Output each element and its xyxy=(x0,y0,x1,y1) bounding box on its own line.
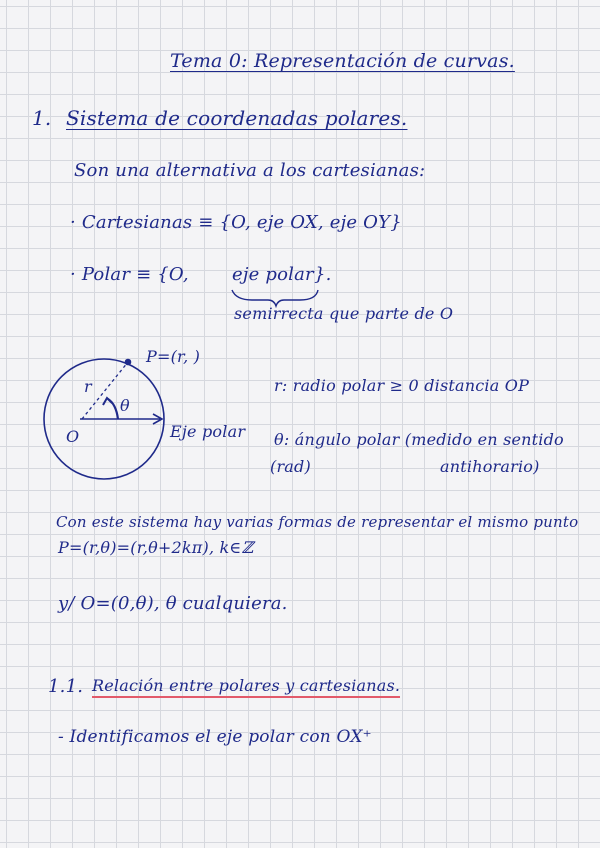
origin-equation: y/ O=(0,θ), θ cualquiera. xyxy=(58,593,288,614)
def-theta-tail: antihorario) xyxy=(440,457,540,476)
r-label: r xyxy=(84,377,92,396)
multiple-forms-text: Con este sistema hay varias formas de representar el mismo punto xyxy=(56,513,579,531)
identify-text: - Identificamos el eje polar con OX⁺ xyxy=(58,727,372,747)
theta-label: θ xyxy=(120,396,130,415)
section-1-number: 1. xyxy=(32,106,52,130)
origin-label: O xyxy=(66,427,80,446)
page-title: Tema 0: Representación de curvas. xyxy=(170,50,515,72)
def-r: r: radio polar ≥ 0 distancia OP xyxy=(274,376,530,395)
section-1-1-heading: Relación entre polares y cartesianas. xyxy=(92,676,400,698)
axis-label: Eje polar xyxy=(170,422,246,441)
bullet-polar-axis: eje polar xyxy=(232,264,314,285)
bullet-polar-suffix: }. xyxy=(314,264,332,285)
point-p-dot xyxy=(125,359,132,366)
def-theta: θ: ángulo polar (medido en sentido xyxy=(274,430,564,449)
bullet-polar-prefix: · Polar ≡ {O, xyxy=(70,264,189,285)
point-label: P=(r, ) xyxy=(146,347,201,366)
equation: P=(r,θ)=(r,θ+2kπ), k∈ℤ xyxy=(58,538,254,557)
section-1-1-number: 1.1. xyxy=(48,676,84,697)
polar-axis-note: semirrecta que parte de O xyxy=(234,304,454,323)
angle-arrow-icon xyxy=(103,398,112,405)
def-theta-unit: (rad) xyxy=(270,457,311,476)
bullet-cartesian: · Cartesianas ≡ {O, eje OX, eje OY} xyxy=(70,212,402,233)
angle-arc xyxy=(108,399,118,419)
intro-text: Son una alternativa a los cartesianas: xyxy=(74,160,426,181)
section-1-heading: Sistema de coordenadas polares. xyxy=(66,106,408,130)
